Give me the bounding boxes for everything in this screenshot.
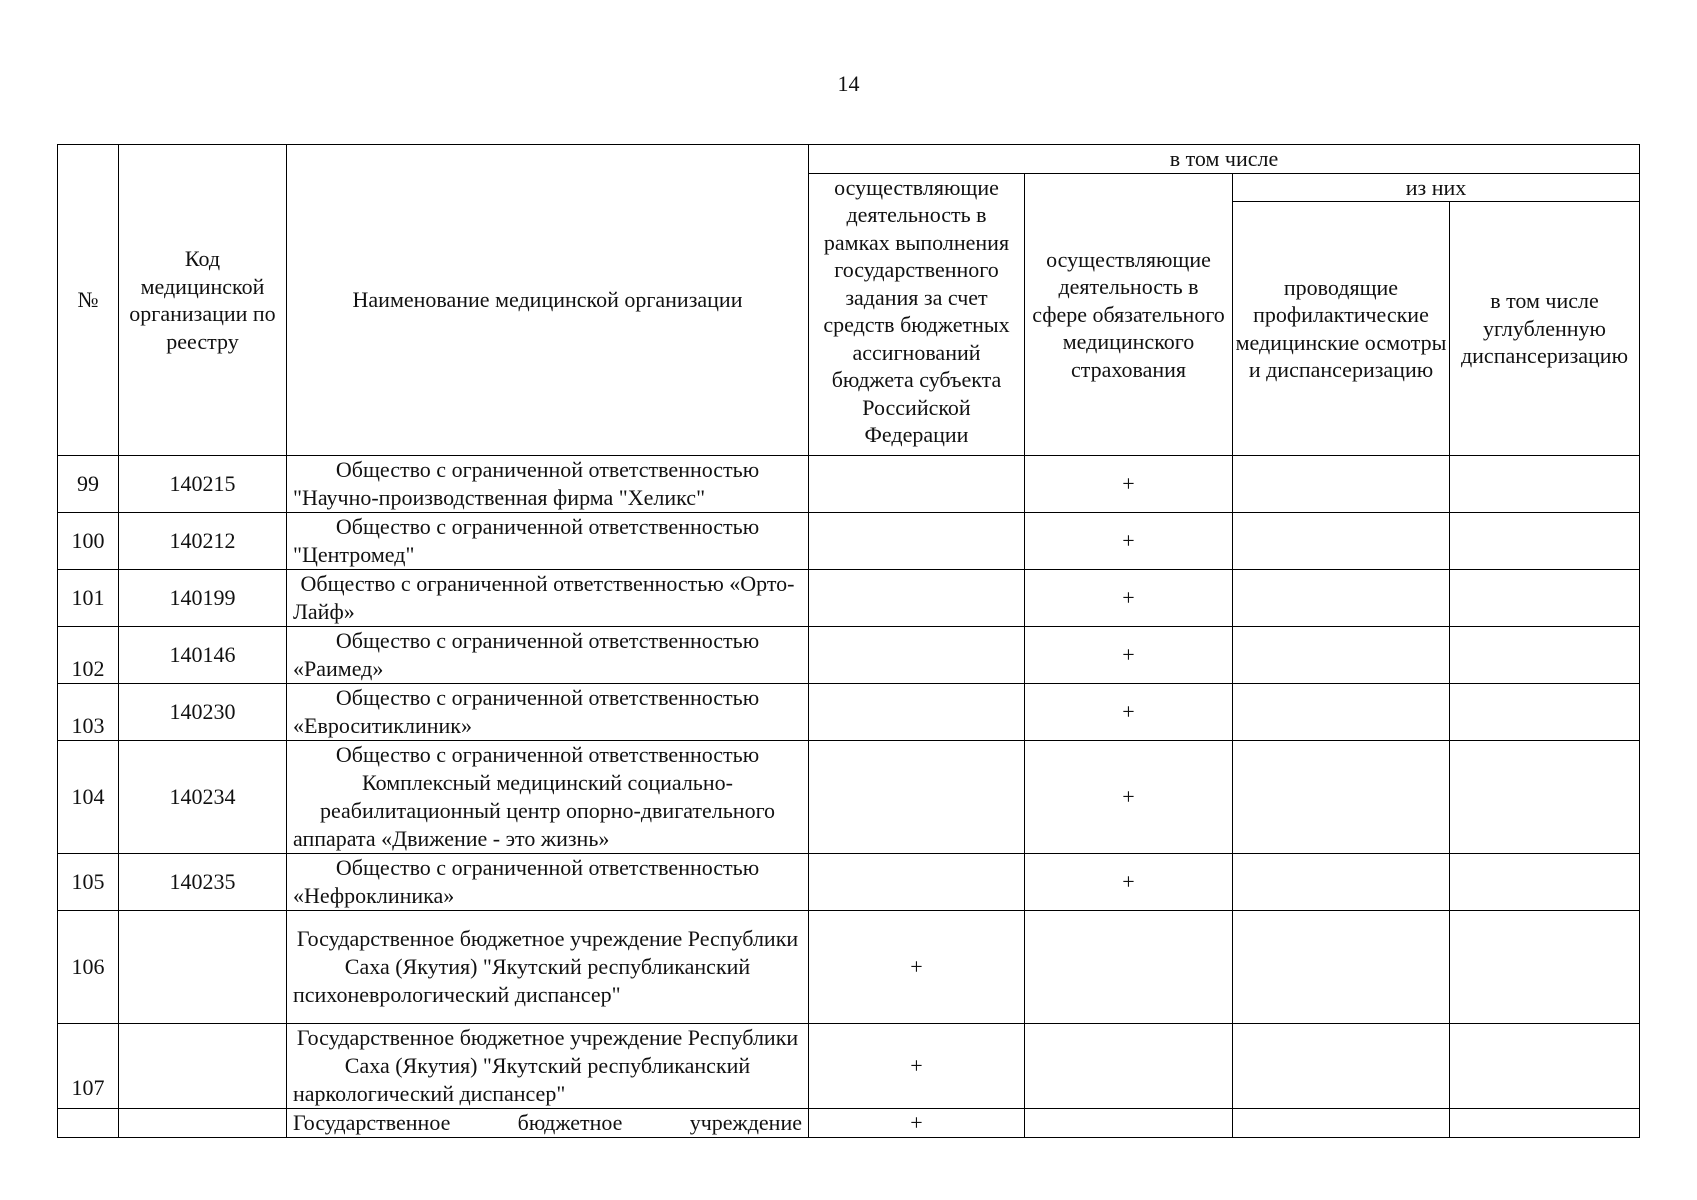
- table-row: [58, 684, 1640, 741]
- row-name: Общество с ограниченной ответственностью «Раимед»: [287, 627, 809, 684]
- row-state-mark: [809, 456, 1025, 513]
- row-state-mark: +: [809, 1109, 1025, 1138]
- row-code: 140235: [119, 854, 287, 911]
- row-code: [119, 1024, 287, 1109]
- row-prof-mark: [1233, 456, 1450, 513]
- organizations-table: [57, 144, 1640, 1138]
- row-prof-mark: [1233, 570, 1450, 627]
- row-deep-mark: [1450, 627, 1640, 684]
- row-code: [119, 911, 287, 1024]
- row-number: 106: [58, 911, 119, 1024]
- row-name: Общество с ограниченной ответственностью «Орто-Лайф»: [287, 570, 809, 627]
- row-state-mark: [809, 854, 1025, 911]
- row-number: 99: [58, 456, 119, 513]
- row-code: 140199: [119, 570, 287, 627]
- row-prof-mark: [1233, 741, 1450, 854]
- row-oms-mark: +: [1025, 456, 1233, 513]
- row-code: 140215: [119, 456, 287, 513]
- row-oms-mark: +: [1025, 854, 1233, 911]
- table-header: [58, 145, 1640, 456]
- row-name: Государственное бюджетное учреждение: [287, 1109, 809, 1138]
- row-code: 140212: [119, 513, 287, 570]
- row-number: 103: [58, 684, 119, 741]
- row-prof-mark: [1233, 684, 1450, 741]
- row-number: 104: [58, 741, 119, 854]
- header-deep-disp: в том числе углубленную диспансеризацию: [1450, 202, 1640, 456]
- header-oms: осуществляющие деятельность в сфере обязательного медицинского страхования: [1025, 173, 1233, 456]
- table-row: [58, 513, 1640, 570]
- page-number: 14: [837, 71, 860, 96]
- table-body: [58, 456, 1640, 1138]
- table-row: [58, 741, 1640, 854]
- row-name: Государственное бюджетное учреждение Республики Саха (Якутия) "Якутский республиканский психоневрологический диспансер": [287, 911, 809, 1024]
- table-row: [58, 456, 1640, 513]
- table-row: [58, 911, 1640, 1024]
- row-deep-mark: [1450, 513, 1640, 570]
- row-deep-mark: [1450, 1024, 1640, 1109]
- header-prof-exams: проводящие профилактические медицинские осмотры и диспансеризацию: [1233, 202, 1450, 456]
- row-code: [119, 1109, 287, 1138]
- row-deep-mark: [1450, 684, 1640, 741]
- row-deep-mark: [1450, 570, 1640, 627]
- row-oms-mark: +: [1025, 684, 1233, 741]
- row-oms-mark: +: [1025, 570, 1233, 627]
- row-code: 140146: [119, 627, 287, 684]
- row-state-mark: +: [809, 911, 1025, 1024]
- row-number: 107: [58, 1024, 119, 1109]
- row-oms-mark: [1025, 1024, 1233, 1109]
- row-name: Общество с ограниченной ответственностью «Нефроклиника»: [287, 854, 809, 911]
- row-name: Общество с ограниченной ответственностью Комплексный медицинский социально-реабилитационный центр опорно-двигательного аппарата «Движение - это жизнь»: [287, 741, 809, 854]
- row-state-mark: [809, 570, 1025, 627]
- header-num: №: [58, 145, 119, 456]
- header-name: Наименование медицинской организации: [287, 145, 809, 456]
- row-state-mark: [809, 627, 1025, 684]
- row-number: 105: [58, 854, 119, 911]
- table-row: [58, 627, 1640, 684]
- row-state-mark: [809, 741, 1025, 854]
- row-oms-mark: +: [1025, 627, 1233, 684]
- table-row: [58, 1024, 1640, 1109]
- row-prof-mark: [1233, 911, 1450, 1024]
- row-deep-mark: [1450, 741, 1640, 854]
- row-prof-mark: [1233, 1024, 1450, 1109]
- row-deep-mark: [1450, 1109, 1640, 1138]
- header-code: Код медицинской организации по реестру: [119, 145, 287, 456]
- row-number: 100: [58, 513, 119, 570]
- header-including: в том числе: [809, 145, 1640, 174]
- row-number: 102: [58, 627, 119, 684]
- row-oms-mark: [1025, 1109, 1233, 1138]
- row-deep-mark: [1450, 456, 1640, 513]
- row-prof-mark: [1233, 854, 1450, 911]
- row-number: 101: [58, 570, 119, 627]
- header-state-assignment: осуществляющие деятельность в рамках выполнения государственного задания за счет средств бюджетных ассигнований бюджета субъекта Российской Федерации: [809, 173, 1025, 456]
- row-state-mark: [809, 513, 1025, 570]
- row-deep-mark: [1450, 911, 1640, 1024]
- table-row: [58, 570, 1640, 627]
- row-oms-mark: +: [1025, 513, 1233, 570]
- row-name: Государственное бюджетное учреждение Республики Саха (Якутия) "Якутский республиканский наркологический диспансер": [287, 1024, 809, 1109]
- row-code: 140234: [119, 741, 287, 854]
- row-prof-mark: [1233, 627, 1450, 684]
- row-number: [58, 1109, 119, 1138]
- table-row: [58, 854, 1640, 911]
- row-name: Общество с ограниченной ответственностью «Евроситиклиник»: [287, 684, 809, 741]
- row-code: 140230: [119, 684, 287, 741]
- row-prof-mark: [1233, 1109, 1450, 1138]
- table-row: [58, 1109, 1640, 1138]
- row-prof-mark: [1233, 513, 1450, 570]
- row-name: Общество с ограниченной ответственностью "Научно-производственная фирма "Хеликс": [287, 456, 809, 513]
- row-oms-mark: +: [1025, 741, 1233, 854]
- header-of-them: из них: [1233, 173, 1640, 202]
- row-state-mark: [809, 684, 1025, 741]
- row-deep-mark: [1450, 854, 1640, 911]
- row-name: Общество с ограниченной ответственностью "Центромед": [287, 513, 809, 570]
- row-state-mark: +: [809, 1024, 1025, 1109]
- row-oms-mark: [1025, 911, 1233, 1024]
